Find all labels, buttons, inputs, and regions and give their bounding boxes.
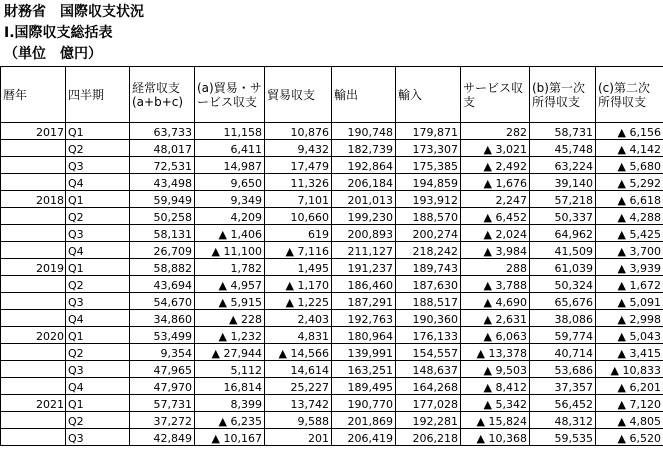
cell-services: ▲ 1,676	[461, 174, 530, 191]
header-primary-income: (b)第一次所得収支	[530, 67, 596, 123]
cell-current-account: 43,498	[130, 174, 195, 191]
cell-services: 288	[461, 259, 530, 276]
cell-secondary-income: ▲ 5,292	[596, 174, 663, 191]
cell-year: 2017	[1, 123, 66, 140]
cell-current-account: 42,849	[130, 429, 195, 446]
cell-primary-income: 40,714	[530, 344, 596, 361]
cell-quarter: Q2	[66, 412, 130, 429]
table-row	[1, 174, 663, 191]
cell-trade-services: 14,987	[195, 157, 265, 174]
table-row	[1, 242, 663, 259]
cell-quarter: Q1	[66, 327, 130, 344]
cell-quarter: Q3	[66, 293, 130, 310]
cell-services: ▲ 6,452	[461, 208, 530, 225]
cell-trade-services: ▲ 11,100	[195, 242, 265, 259]
cell-current-account: 47,965	[130, 361, 195, 378]
cell-services: ▲ 9,503	[461, 361, 530, 378]
cell-trade-services: 6,411	[195, 140, 265, 157]
cell-imports: 218,242	[396, 242, 461, 259]
cell-exports: 190,748	[332, 123, 396, 140]
cell-trade-balance: ▲ 1,225	[265, 293, 332, 310]
cell-quarter: Q2	[66, 208, 130, 225]
cell-exports: 180,964	[332, 327, 396, 344]
table-row	[1, 225, 663, 242]
cell-year: 2019	[1, 259, 66, 276]
cell-services: ▲ 15,824	[461, 412, 530, 429]
header-exports: 輸出	[332, 67, 396, 123]
cell-trade-balance: 201	[265, 429, 332, 446]
cell-exports: 182,739	[332, 140, 396, 157]
cell-primary-income: 48,312	[530, 412, 596, 429]
cell-trade-services: 8,399	[195, 395, 265, 412]
cell-current-account: 50,258	[130, 208, 195, 225]
cell-services: 282	[461, 123, 530, 140]
cell-secondary-income: ▲ 6,618	[596, 191, 663, 208]
cell-trade-balance: ▲ 7,116	[265, 242, 332, 259]
cell-year	[1, 157, 66, 174]
cell-quarter: Q2	[66, 140, 130, 157]
cell-primary-income: 63,224	[530, 157, 596, 174]
table-row	[1, 327, 663, 344]
header-trade-balance: 貿易収支	[265, 67, 332, 123]
cell-imports: 188,570	[396, 208, 461, 225]
cell-services: ▲ 3,788	[461, 276, 530, 293]
header-trade-services: (a)貿易・サービス収支	[195, 67, 265, 123]
cell-primary-income: 41,509	[530, 242, 596, 259]
cell-imports: 193,912	[396, 191, 461, 208]
cell-imports: 206,218	[396, 429, 461, 446]
page-title: 財務省 国際収支状況	[4, 4, 144, 20]
cell-current-account: 48,017	[130, 140, 195, 157]
table-row	[1, 429, 663, 446]
cell-trade-services: 9,650	[195, 174, 265, 191]
cell-current-account: 53,499	[130, 327, 195, 344]
header-row	[1, 67, 663, 123]
cell-trade-balance: 17,479	[265, 157, 332, 174]
cell-quarter: Q3	[66, 429, 130, 446]
cell-trade-balance: 25,227	[265, 378, 332, 395]
cell-services: ▲ 2,631	[461, 310, 530, 327]
cell-quarter: Q3	[66, 157, 130, 174]
cell-primary-income: 45,748	[530, 140, 596, 157]
cell-year	[1, 208, 66, 225]
cell-secondary-income: ▲ 10,833	[596, 361, 663, 378]
table-row	[1, 378, 663, 395]
cell-imports: 188,517	[396, 293, 461, 310]
cell-imports: 164,268	[396, 378, 461, 395]
cell-trade-balance: 4,831	[265, 327, 332, 344]
table-row	[1, 259, 663, 276]
cell-primary-income: 58,731	[530, 123, 596, 140]
cell-current-account: 43,694	[130, 276, 195, 293]
cell-imports: 189,743	[396, 259, 461, 276]
cell-trade-balance: ▲ 14,566	[265, 344, 332, 361]
cell-current-account: 59,949	[130, 191, 195, 208]
cell-quarter: Q4	[66, 310, 130, 327]
cell-trade-balance: 13,742	[265, 395, 332, 412]
cell-secondary-income: ▲ 7,120	[596, 395, 663, 412]
header-secondary-income: (c)第二次所得収支	[596, 67, 663, 123]
cell-trade-services: 5,112	[195, 361, 265, 378]
table-body	[1, 123, 663, 446]
cell-primary-income: 38,086	[530, 310, 596, 327]
cell-trade-balance: 7,101	[265, 191, 332, 208]
table-title: Ⅰ.国際収支総括表	[4, 25, 113, 41]
cell-year: 2021	[1, 395, 66, 412]
cell-trade-balance: 1,495	[265, 259, 332, 276]
cell-year	[1, 344, 66, 361]
cell-exports: 201,013	[332, 191, 396, 208]
cell-year	[1, 276, 66, 293]
cell-imports: 177,028	[396, 395, 461, 412]
cell-quarter: Q1	[66, 123, 130, 140]
header-imports: 輸入	[396, 67, 461, 123]
cell-quarter: Q1	[66, 259, 130, 276]
cell-exports: 191,237	[332, 259, 396, 276]
cell-primary-income: 37,357	[530, 378, 596, 395]
cell-services: ▲ 10,368	[461, 429, 530, 446]
table-row	[1, 123, 663, 140]
cell-primary-income: 53,686	[530, 361, 596, 378]
cell-imports: 190,360	[396, 310, 461, 327]
cell-year	[1, 310, 66, 327]
cell-quarter: Q4	[66, 378, 130, 395]
cell-current-account: 37,272	[130, 412, 195, 429]
cell-current-account: 54,670	[130, 293, 195, 310]
cell-services: ▲ 3,984	[461, 242, 530, 259]
cell-trade-balance: ▲ 1,170	[265, 276, 332, 293]
cell-secondary-income: ▲ 6,520	[596, 429, 663, 446]
cell-trade-services: ▲ 10,167	[195, 429, 265, 446]
header-current-account: 経常収支 (a+b+c)	[130, 67, 195, 123]
cell-secondary-income: ▲ 4,288	[596, 208, 663, 225]
cell-year	[1, 361, 66, 378]
cell-year	[1, 225, 66, 242]
cell-quarter: Q2	[66, 344, 130, 361]
cell-exports: 139,991	[332, 344, 396, 361]
cell-secondary-income: ▲ 3,415	[596, 344, 663, 361]
cell-services: ▲ 8,412	[461, 378, 530, 395]
title-block	[0, 0, 663, 66]
cell-trade-balance: 9,432	[265, 140, 332, 157]
cell-trade-balance: 619	[265, 225, 332, 242]
cell-quarter: Q1	[66, 191, 130, 208]
table-row	[1, 395, 663, 412]
cell-exports: 200,893	[332, 225, 396, 242]
cell-current-account: 47,970	[130, 378, 195, 395]
cell-services: ▲ 13,378	[461, 344, 530, 361]
cell-current-account: 72,531	[130, 157, 195, 174]
cell-quarter: Q3	[66, 361, 130, 378]
cell-primary-income: 50,324	[530, 276, 596, 293]
cell-trade-balance: 14,614	[265, 361, 332, 378]
cell-imports: 192,281	[396, 412, 461, 429]
cell-imports: 154,557	[396, 344, 461, 361]
cell-trade-services: 9,349	[195, 191, 265, 208]
cell-services: ▲ 5,342	[461, 395, 530, 412]
cell-current-account: 58,131	[130, 225, 195, 242]
cell-current-account: 57,731	[130, 395, 195, 412]
cell-exports: 190,770	[332, 395, 396, 412]
cell-services: 2,247	[461, 191, 530, 208]
cell-trade-services: ▲ 6,235	[195, 412, 265, 429]
cell-services: ▲ 3,021	[461, 140, 530, 157]
table-row	[1, 276, 663, 293]
header-quarter: 四半期	[66, 67, 130, 123]
cell-exports: 192,763	[332, 310, 396, 327]
cell-year	[1, 429, 66, 446]
cell-current-account: 58,882	[130, 259, 195, 276]
cell-trade-balance: 9,588	[265, 412, 332, 429]
cell-exports: 206,184	[332, 174, 396, 191]
cell-secondary-income: ▲ 2,998	[596, 310, 663, 327]
cell-primary-income: 57,218	[530, 191, 596, 208]
cell-primary-income: 64,962	[530, 225, 596, 242]
unit-label: （単位 億円）	[4, 46, 102, 62]
cell-quarter: Q2	[66, 276, 130, 293]
cell-secondary-income: ▲ 3,700	[596, 242, 663, 259]
cell-imports: 175,385	[396, 157, 461, 174]
cell-trade-services: ▲ 1,232	[195, 327, 265, 344]
cell-trade-balance: 10,876	[265, 123, 332, 140]
cell-imports: 173,307	[396, 140, 461, 157]
cell-secondary-income: ▲ 5,425	[596, 225, 663, 242]
cell-imports: 194,859	[396, 174, 461, 191]
cell-primary-income: 56,452	[530, 395, 596, 412]
cell-current-account: 26,709	[130, 242, 195, 259]
cell-services: ▲ 4,690	[461, 293, 530, 310]
cell-services: ▲ 2,024	[461, 225, 530, 242]
cell-trade-balance: 2,403	[265, 310, 332, 327]
cell-services: ▲ 2,492	[461, 157, 530, 174]
cell-current-account: 34,860	[130, 310, 195, 327]
cell-primary-income: 59,774	[530, 327, 596, 344]
cell-primary-income: 65,676	[530, 293, 596, 310]
cell-quarter: Q4	[66, 242, 130, 259]
cell-trade-services: ▲ 1,406	[195, 225, 265, 242]
cell-year	[1, 242, 66, 259]
cell-quarter: Q3	[66, 225, 130, 242]
table-row	[1, 310, 663, 327]
cell-trade-services: 16,814	[195, 378, 265, 395]
cell-trade-services: ▲ 27,944	[195, 344, 265, 361]
cell-secondary-income: ▲ 5,091	[596, 293, 663, 310]
table-row	[1, 344, 663, 361]
cell-exports: 192,864	[332, 157, 396, 174]
cell-imports: 179,871	[396, 123, 461, 140]
cell-exports: 199,230	[332, 208, 396, 225]
header-services: サービス収支	[461, 67, 530, 123]
cell-exports: 186,460	[332, 276, 396, 293]
cell-exports: 201,869	[332, 412, 396, 429]
cell-secondary-income: ▲ 5,680	[596, 157, 663, 174]
cell-trade-services: 11,158	[195, 123, 265, 140]
cell-current-account: 9,354	[130, 344, 195, 361]
cell-exports: 189,495	[332, 378, 396, 395]
cell-primary-income: 59,535	[530, 429, 596, 446]
cell-year	[1, 174, 66, 191]
cell-year: 2018	[1, 191, 66, 208]
cell-services: ▲ 6,063	[461, 327, 530, 344]
cell-trade-services: 1,782	[195, 259, 265, 276]
header-year: 暦年	[1, 67, 66, 123]
table-row	[1, 157, 663, 174]
cell-secondary-income: ▲ 4,805	[596, 412, 663, 429]
cell-current-account: 63,733	[130, 123, 195, 140]
cell-quarter: Q1	[66, 395, 130, 412]
cell-trade-services: ▲ 5,915	[195, 293, 265, 310]
cell-primary-income: 50,337	[530, 208, 596, 225]
cell-secondary-income: ▲ 1,672	[596, 276, 663, 293]
cell-exports: 211,127	[332, 242, 396, 259]
cell-year	[1, 293, 66, 310]
cell-imports: 176,133	[396, 327, 461, 344]
cell-trade-balance: 11,326	[265, 174, 332, 191]
cell-year	[1, 412, 66, 429]
balance-of-payments-table	[0, 66, 663, 446]
cell-trade-services: ▲ 228	[195, 310, 265, 327]
cell-secondary-income: ▲ 6,201	[596, 378, 663, 395]
cell-secondary-income: ▲ 3,939	[596, 259, 663, 276]
cell-imports: 187,630	[396, 276, 461, 293]
cell-secondary-income: ▲ 5,043	[596, 327, 663, 344]
cell-exports: 206,419	[332, 429, 396, 446]
cell-trade-services: 4,209	[195, 208, 265, 225]
table-row	[1, 412, 663, 429]
cell-quarter: Q4	[66, 174, 130, 191]
cell-year	[1, 140, 66, 157]
cell-trade-balance: 10,660	[265, 208, 332, 225]
table-row	[1, 140, 663, 157]
table-row	[1, 361, 663, 378]
cell-secondary-income: ▲ 6,156	[596, 123, 663, 140]
cell-imports: 200,274	[396, 225, 461, 242]
cell-imports: 148,637	[396, 361, 461, 378]
cell-year	[1, 378, 66, 395]
cell-year: 2020	[1, 327, 66, 344]
table-row	[1, 208, 663, 225]
cell-trade-services: ▲ 4,957	[195, 276, 265, 293]
cell-secondary-income: ▲ 4,142	[596, 140, 663, 157]
table-row	[1, 191, 663, 208]
cell-exports: 187,291	[332, 293, 396, 310]
cell-primary-income: 61,039	[530, 259, 596, 276]
table-row	[1, 293, 663, 310]
cell-primary-income: 39,140	[530, 174, 596, 191]
cell-exports: 163,251	[332, 361, 396, 378]
